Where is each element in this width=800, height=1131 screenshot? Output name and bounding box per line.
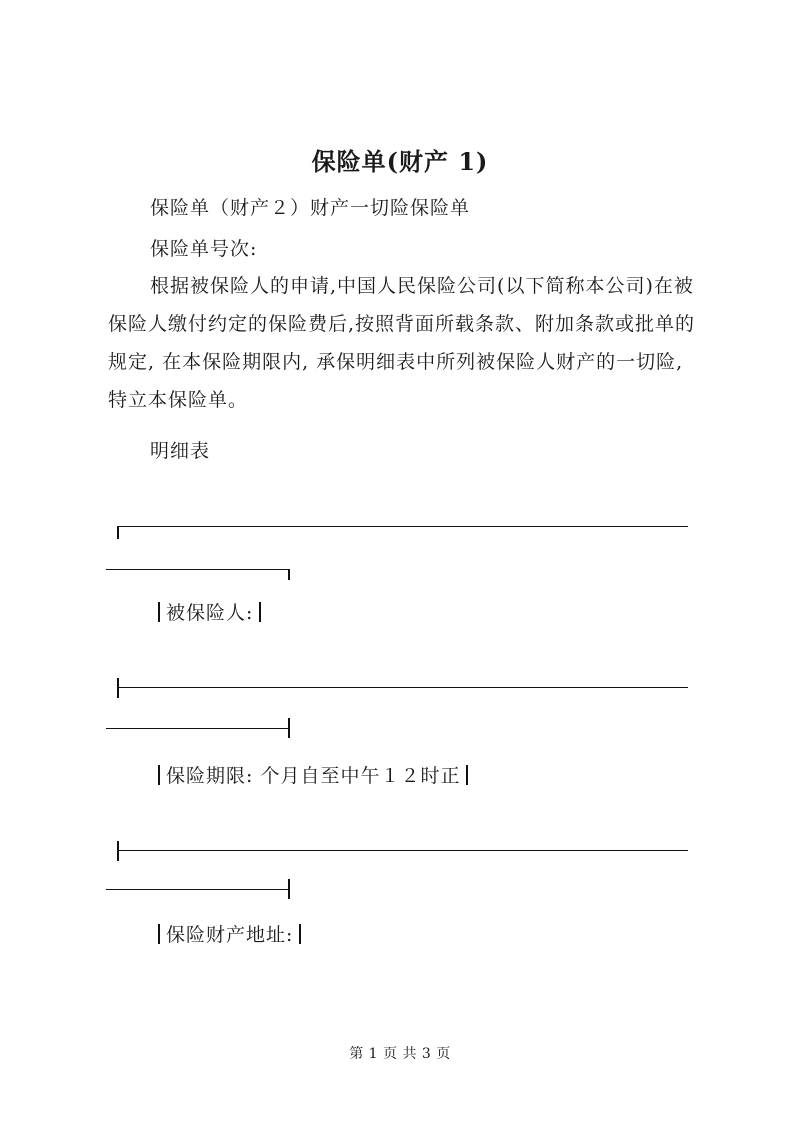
table-tick-left-1 [117,526,119,539]
subtitle-line: 保险单（财产２）财产一切险保险单 [150,197,471,219]
table-rule-top-1 [118,526,688,527]
table-rule-top-2 [118,687,688,688]
page-title: 保险单(财产 1) [311,147,489,176]
insured-row [158,598,267,625]
table-rule-short-1 [106,569,290,570]
table-tick-right-1 [288,569,290,580]
address-label: 保险财产地址: [166,924,294,946]
cell-bar-left [158,765,160,785]
period-row [158,761,474,788]
table-tick-right-2 [288,718,290,738]
cell-bar-right [299,924,301,944]
table-tick-left-2 [117,678,119,698]
cell-bar-right [466,765,468,785]
table-rule-short-2 [106,728,290,729]
address-row [158,920,307,947]
cell-bar-left [158,924,160,944]
period-label: 保险期限: 个月自至中午１２时正 [166,765,461,787]
cell-bar-right [259,602,261,622]
insured-label: 被保险人: [166,602,254,624]
body-paragraph: 根据被保险人的申请,中国人民保险公司(以下简称本公司)在被保险人缴付约定的保险费后,按照背面所载条款、附加条款或批单的规定, 在本保险期限内, 承保明细表中所列被保险人财产的一切险, 特立本保险单。 [108,275,696,411]
table-rule-top-3 [118,850,688,851]
policy-number-label: 保险单号次: [150,238,258,260]
table-rule-short-3 [106,889,290,890]
schedule-heading: 明细表 [150,440,211,462]
page-footer: 第 1 页 共 3 页 [349,1046,451,1062]
cell-bar-left [158,602,160,622]
table-tick-left-3 [117,841,119,861]
table-tick-right-3 [288,879,290,899]
